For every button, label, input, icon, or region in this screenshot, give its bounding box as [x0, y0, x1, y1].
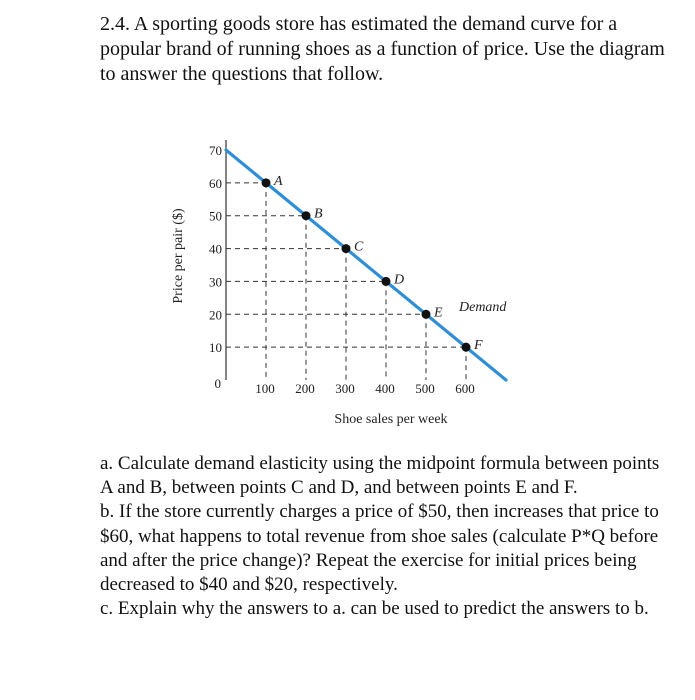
question-a: a. Calculate demand elasticity using the midpoint formula between points A and B, between points C and D, and between points E and F.: [100, 453, 660, 499]
problem-intro: 2.4. A sporting goods store has estimated the demand curve for a popular brand of running shoes as a function of price. Use the diagram to answer the questions that follow.: [100, 13, 665, 85]
point-d: [382, 277, 391, 286]
question-c: c. Explain why the answers to a. can be used to predict the answers to b.: [100, 598, 649, 620]
x-tick-label: 500: [415, 381, 435, 396]
x-tick-labels: [255, 381, 475, 396]
point-label-a: A: [274, 173, 283, 189]
point-label-e: E: [434, 305, 443, 321]
point-e: [422, 310, 431, 319]
point-label-b: B: [314, 206, 323, 222]
origin-label: 0: [214, 376, 221, 391]
point-label-d: D: [394, 272, 405, 288]
questions-block: [100, 452, 670, 621]
y-tick-label: 30: [209, 274, 222, 290]
y-tick-label: 60: [209, 175, 222, 191]
point-b: [302, 211, 311, 220]
demand-curve-label: Demand: [459, 300, 507, 315]
y-tick-label: 10: [209, 340, 222, 356]
y-tick-label: 50: [209, 208, 222, 224]
question-b: b. If the store currently charges a price of $50, then increases that price to $60, what happens to total revenue from shoe sales (calculate P*Q before and after the price change)? Repeat the exercise for initial prices being decreased to $40 and $20, respectively.: [100, 501, 659, 596]
x-tick-label: 200: [295, 381, 315, 396]
x-tick-label: 300: [335, 381, 355, 396]
y-tick-labels: [209, 143, 222, 355]
y-tick-label: 70: [209, 143, 222, 158]
point-c: [342, 244, 351, 253]
dashed-guides: [226, 183, 466, 380]
point-label-c: C: [354, 239, 364, 255]
x-tick-label: 400: [375, 381, 395, 396]
x-tick-label: 100: [255, 381, 275, 396]
y-tick-label: 20: [209, 307, 222, 323]
y-tick-label: 40: [209, 241, 222, 257]
demand-points: [262, 174, 484, 353]
point-f: [462, 343, 471, 352]
x-axis-title: Shoe sales per week: [334, 412, 448, 427]
point-a: [262, 178, 271, 187]
point-label-f: F: [474, 338, 483, 354]
y-axis-title: Price per pair ($): [171, 208, 186, 304]
x-tick-label: 600: [455, 381, 475, 396]
